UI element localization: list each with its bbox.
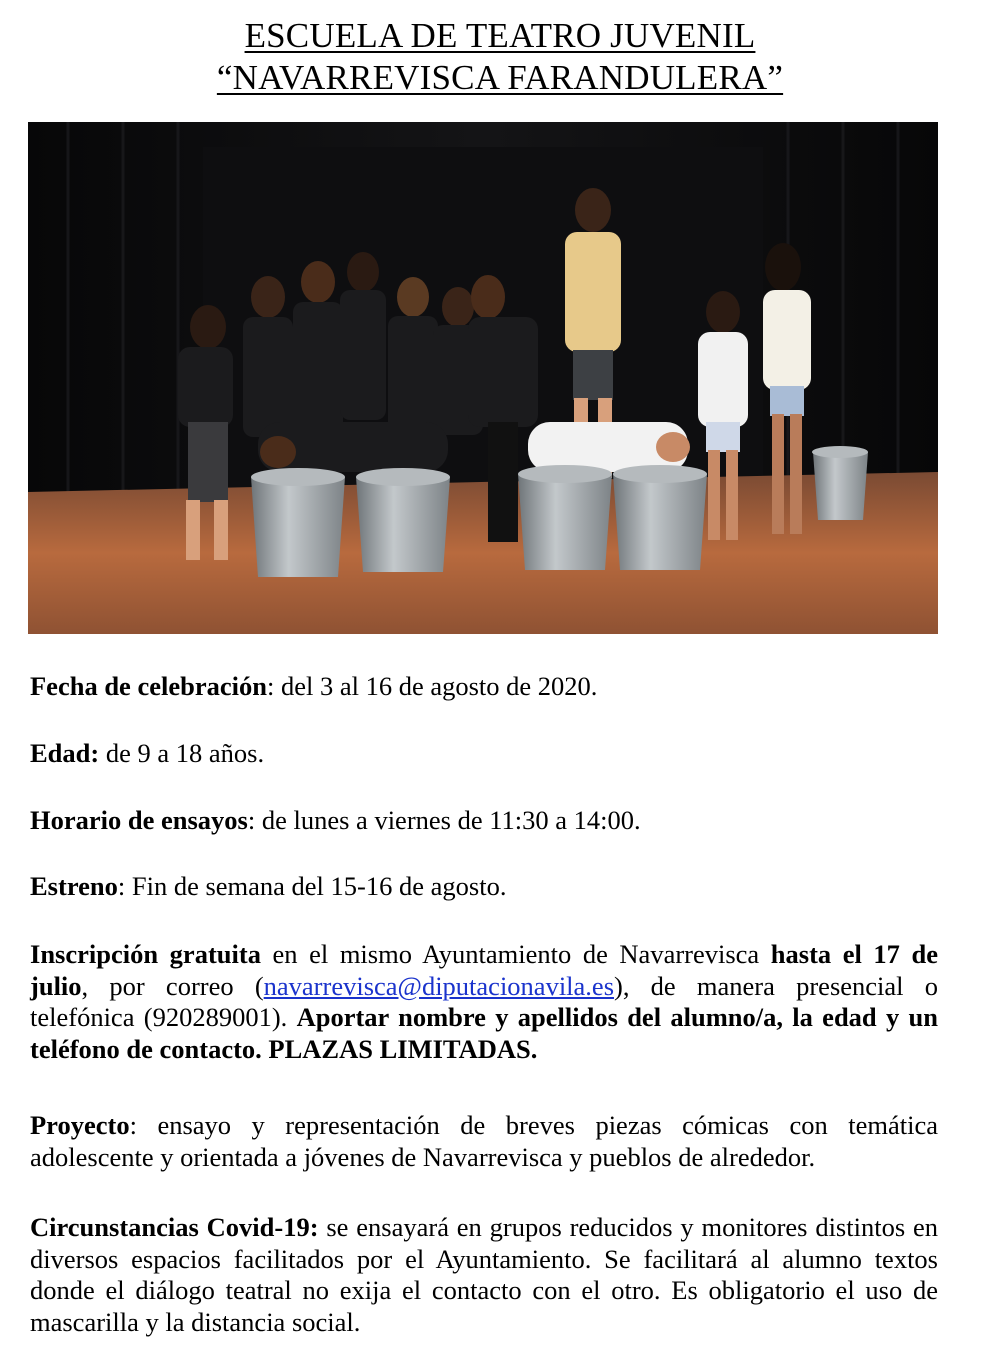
- theatre-rehearsal-photo: [28, 122, 938, 634]
- fecha-label: Fecha de celebración: [30, 671, 267, 701]
- fecha-paragraph: [30, 671, 938, 703]
- title-line-2-text: “NAVARREVISCA FARANDULERA”: [216, 58, 784, 97]
- email-link[interactable]: navarrevisca@diputacionavila.es: [263, 970, 615, 1001]
- inscripcion-text-1: en el mismo Ayuntamiento de Navarrevisca: [260, 939, 771, 969]
- covid-text: se ensayará en grupos reducidos y monitores distintos en diversos espacios facilitados por el Ayuntamiento. Se facilitará al alumno textos donde el diálogo teatral no exija el contacto con el otro. Es obligatorio el uso de mascarilla y la distancia social.: [30, 1212, 938, 1337]
- fecha-text: : del 3 al 16 de agosto de 2020.: [266, 671, 598, 701]
- proyecto-paragraph: [30, 1110, 938, 1173]
- estreno-label: Estreno: [30, 871, 118, 901]
- title-line-1: [0, 16, 1000, 56]
- horario-text: : de lunes a viernes de 11:30 a 14:00.: [247, 805, 641, 835]
- proyecto-text: : ensayo y representación de breves piezas cómicas con temática adolescente y orientada a jóvenes de Navarrevisca y pueblos de alrededor.: [30, 1110, 938, 1172]
- proyecto-label: Proyecto: [30, 1110, 130, 1140]
- inscripcion-deadline: hasta el 17 de julio: [30, 939, 939, 1001]
- title-line-1-text: ESCUELA DE TEATRO JUVENIL: [244, 16, 756, 55]
- estreno-text: : Fin de semana del 15-16 de agosto.: [117, 871, 507, 901]
- horario-paragraph: [30, 805, 938, 837]
- inscripcion-paragraph: [30, 939, 938, 1065]
- inscripcion-text-3: ), de manera presencial o telefónica (920289001).: [30, 970, 938, 1032]
- inscripcion-text-2: , por correo (: [81, 970, 264, 1001]
- horario-label: Horario de ensayos: [30, 805, 248, 835]
- edad-label: Edad:: [30, 738, 100, 768]
- covid-paragraph: [30, 1212, 938, 1338]
- inscripcion-requirement: Aportar nombre y apellidos del alumno/a, la edad y un teléfono de contacto. PLAZAS LIMITADAS.: [30, 1002, 938, 1064]
- edad-paragraph: [30, 738, 938, 770]
- title-line-2: [0, 58, 1000, 98]
- estreno-paragraph: [30, 871, 938, 903]
- inscripcion-label: Inscripción gratuita: [30, 939, 261, 969]
- covid-label: Circunstancias Covid-19:: [30, 1212, 319, 1242]
- edad-text: de 9 a 18 años.: [99, 738, 265, 768]
